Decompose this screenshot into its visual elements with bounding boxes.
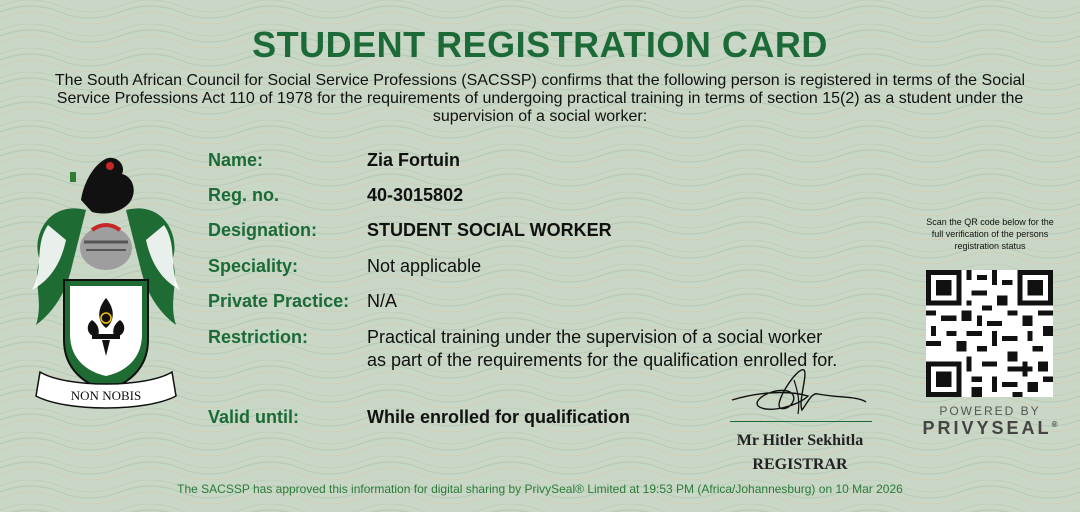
valid-until-value: While enrolled for qualification	[367, 407, 631, 427]
privyseal-logo	[920, 418, 1060, 439]
designation-value: STUDENT SOCIAL WORKER	[367, 220, 612, 240]
verification-qr-code[interactable]	[926, 270, 1053, 397]
registrar-name: Mr Hitler Sekhitla	[736, 432, 864, 449]
registered-mark: ®	[1051, 420, 1058, 429]
reg-no-value: 40-3015802	[367, 185, 464, 205]
footer-disclaimer: The SACSSP has approved this information for digital sharing by PrivySeal® Limited at 19:53 PM (Africa/Johannesburg) on 10 Mar 2026	[177, 482, 903, 496]
designation-label: Designation:	[208, 220, 318, 240]
crest-motto: NON NOBIS	[70, 388, 142, 403]
name-value: Zia Fortuin	[367, 150, 460, 170]
registrar-signature	[728, 362, 870, 422]
intro-paragraph: The South African Council for Social Service Professions (SACSSP) confirms that the following person is registered in terms of the Social Service Professions Act 110 of 1978 for the requirements of undergoing practical training in terms of section 15(2) as a student under the supervision of a social worker:	[54, 72, 1026, 125]
restriction-label: Restriction:	[208, 327, 309, 347]
name-label: Name:	[208, 150, 264, 170]
registrar-title: REGISTRAR	[752, 456, 848, 473]
private-practice-value: N/A	[367, 291, 398, 311]
private-practice-label: Private Practice:	[208, 291, 350, 311]
restriction-value-line2: as part of the requirements for the qualification enrolled for.	[367, 350, 838, 370]
card-title: STUDENT REGISTRATION CARD	[252, 24, 828, 65]
valid-until-label: Valid until:	[208, 407, 300, 427]
restriction-value-line1: Practical training under the supervision of a social worker	[367, 327, 823, 347]
sacssp-crest-logo	[26, 150, 186, 410]
privyseal-brand-text: PRIVYSEAL	[922, 418, 1052, 438]
scan-instruction: Scan the QR code below for the full verification of the persons registration status	[926, 217, 1054, 251]
reg-no-label: Reg. no.	[208, 185, 279, 205]
signature-line	[730, 421, 872, 422]
speciality-value: Not applicable	[367, 256, 482, 276]
speciality-label: Speciality:	[208, 256, 299, 276]
powered-by-text: POWERED BY	[939, 404, 1041, 418]
